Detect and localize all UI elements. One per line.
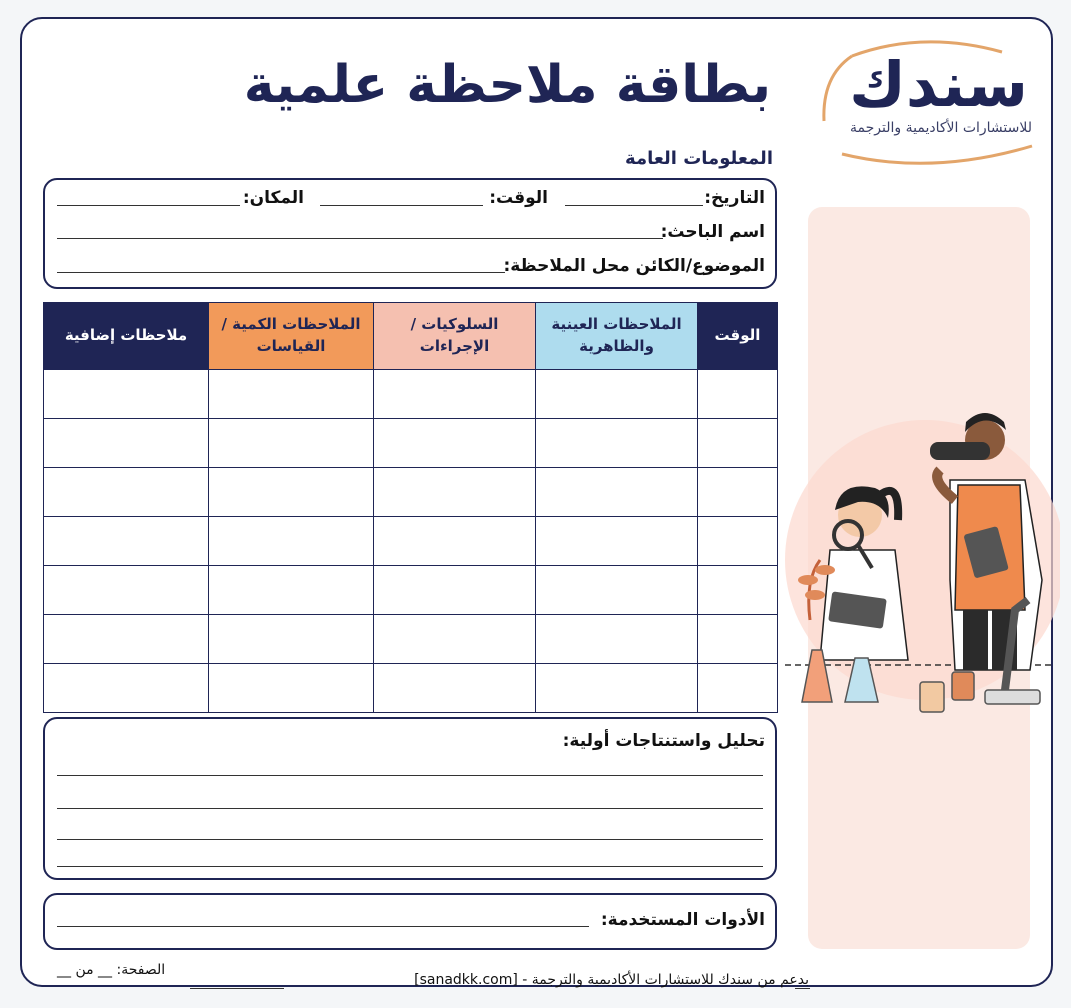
subject-field[interactable] [57, 272, 505, 273]
col-header-time: الوقت [698, 303, 778, 370]
general-info-heading: المعلومات العامة [625, 148, 773, 169]
analysis-line-2[interactable] [57, 808, 763, 809]
page-indicator: الصفحة: __ من __ [57, 962, 166, 978]
subject-label: الموضوع/الكائن محل الملاحظة: [503, 256, 765, 276]
table-cell[interactable] [209, 664, 374, 713]
place-field[interactable] [57, 205, 240, 206]
page-title: بطاقة ملاحظة علمية [243, 55, 771, 115]
table-cell[interactable] [698, 615, 778, 664]
tools-field[interactable] [57, 926, 589, 927]
table-cell[interactable] [209, 615, 374, 664]
table-row [44, 566, 778, 615]
table-cell[interactable] [209, 370, 374, 419]
table-cell[interactable] [44, 370, 209, 419]
table-cell[interactable] [209, 517, 374, 566]
footer-rule-left [190, 988, 284, 989]
col-header-additional-notes: ملاحظات إضافية [44, 303, 209, 370]
table-row [44, 664, 778, 713]
table-cell[interactable] [536, 370, 698, 419]
analysis-line-3[interactable] [57, 839, 763, 840]
table-cell[interactable] [536, 419, 698, 468]
tools-label: الأدوات المستخدمة: [600, 910, 765, 930]
table-cell[interactable] [209, 468, 374, 517]
table-cell[interactable] [698, 664, 778, 713]
date-field[interactable] [565, 205, 703, 206]
table-cell[interactable] [536, 468, 698, 517]
table-cell[interactable] [698, 468, 778, 517]
observation-table [43, 302, 778, 713]
table-row [44, 615, 778, 664]
table-cell[interactable] [698, 566, 778, 615]
analysis-line-1[interactable] [57, 775, 763, 776]
table-cell[interactable] [374, 419, 536, 468]
table-row [44, 370, 778, 419]
analysis-line-4[interactable] [57, 866, 763, 867]
sanad-logo [812, 36, 1040, 176]
footer-rule-right [795, 988, 810, 989]
table-row [44, 517, 778, 566]
table-cell[interactable] [698, 517, 778, 566]
table-cell[interactable] [698, 370, 778, 419]
table-cell[interactable] [44, 615, 209, 664]
table-cell[interactable] [44, 468, 209, 517]
scientists-illustration [780, 410, 1060, 720]
place-label: المكان: [242, 188, 304, 208]
table-cell[interactable] [209, 566, 374, 615]
logo-subtitle: للاستشارات الأكاديمية والترجمة [850, 120, 1032, 136]
table-cell[interactable] [374, 566, 536, 615]
col-header-visual-observations: الملاحظات العينية والظاهرية [536, 303, 698, 370]
table-cell[interactable] [536, 664, 698, 713]
table-cell[interactable] [374, 370, 536, 419]
table-cell[interactable] [44, 517, 209, 566]
table-cell[interactable] [536, 566, 698, 615]
col-header-behaviors: السلوكيات / الإجراءات [374, 303, 536, 370]
table-cell[interactable] [536, 517, 698, 566]
table-cell[interactable] [44, 566, 209, 615]
table-header-row [44, 303, 778, 370]
logo-wordmark: سندك [849, 48, 1028, 121]
researcher-field[interactable] [57, 238, 663, 239]
table-row [44, 468, 778, 517]
footer-credit: بدعم من سندك للاستشارات الأكاديمية والترجمة - [sanadkk.com] [414, 972, 809, 988]
table-cell[interactable] [374, 615, 536, 664]
analysis-label: تحليل واستنتاجات أولية: [562, 731, 765, 751]
table-cell[interactable] [44, 664, 209, 713]
table-cell[interactable] [374, 664, 536, 713]
table-row [44, 419, 778, 468]
table-cell[interactable] [698, 419, 778, 468]
date-label: التاريخ: [704, 188, 765, 208]
table-cell[interactable] [209, 419, 374, 468]
time-label: الوقت: [489, 188, 548, 208]
table-cell[interactable] [374, 517, 536, 566]
col-header-measurements: الملاحظات الكمية /القياسات [209, 303, 374, 370]
time-field[interactable] [320, 205, 483, 206]
researcher-label: اسم الباحث: [660, 222, 765, 242]
table-cell[interactable] [44, 419, 209, 468]
table-cell[interactable] [374, 468, 536, 517]
table-cell[interactable] [536, 615, 698, 664]
